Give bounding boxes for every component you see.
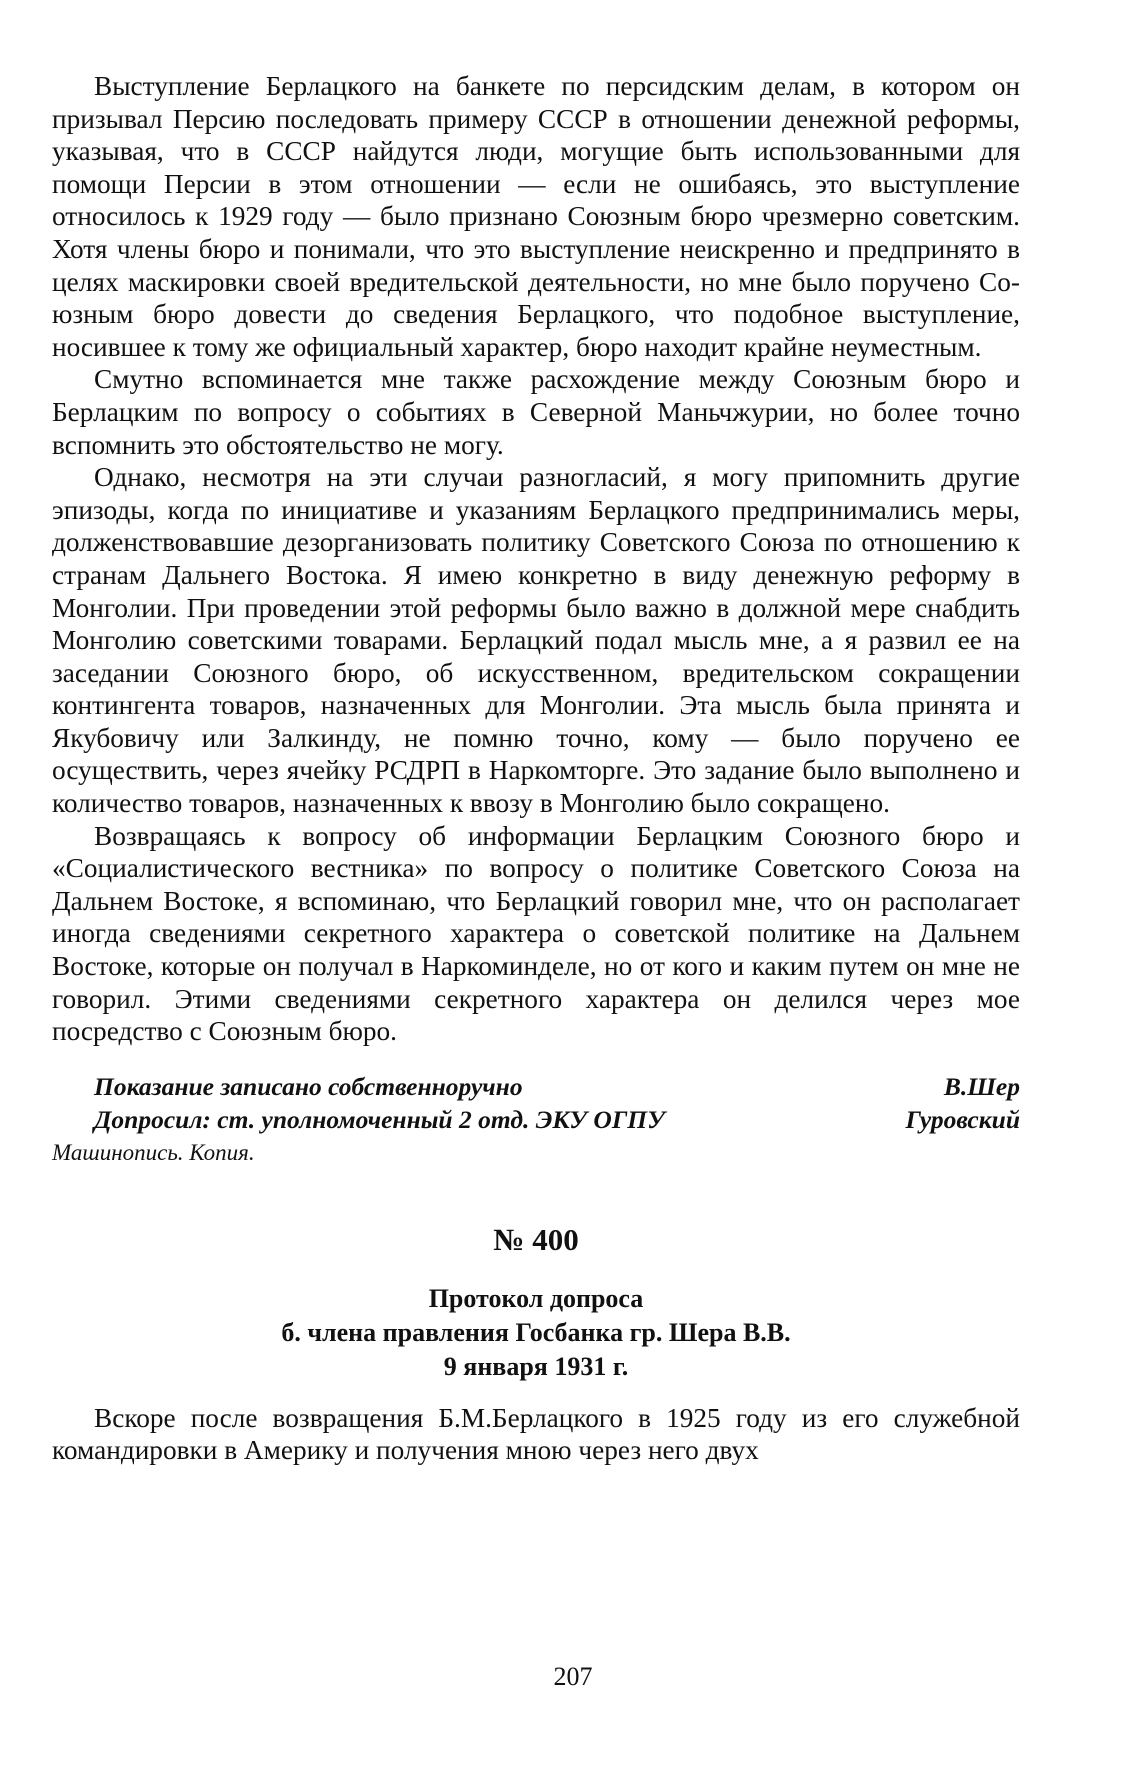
interrogator-label: Допросил: ст. уполномоченный 2 отд. ЭКУ ОГПУ [94,1104,665,1134]
document-number: № 400 [493,1221,579,1257]
paragraph-4: Возвращаясь к вопросу об информации Берлацким Союзного бюро и «Социалистического вестника» по вопросу о политике Советского Союза на Дальнем Востоке, я вспоминаю, что Берлацкий говорил мне, что он располагает иногда сведениями секретного характера о советской политике на Дальнем Востоке, которые он получал в Наркоминделе, но от кого и каким путем он мне не говорил. Этими сведениями секретного характера он делился через мое посредство с Союзным бюро. [52,820,1020,1047]
page-content [52,70,1020,1467]
document-subtitle: б. члена правления Госбанка гр. Шера В.В. [281,1317,791,1347]
signature-block [52,1070,1020,1136]
paragraph-2: Смутно вспоминается мне также расхождение между Союзным бюро и Берлацким по вопросу о событиях в Северной Маньчжурии, но более точно вспомнить это обстоятельство не могу. [52,364,1020,460]
signature-line-2 [52,1103,1020,1136]
signature-line-1 [52,1070,1020,1103]
paragraph-next: Вскоре после возвращения Б.М.Берлацкого в 1925 году из его служебной командировки в Америку и получения мною через него двух [52,1402,1020,1466]
interrogator-name: Гуровский [905,1104,1020,1134]
document-date: 9 января 1931 г. [443,1351,629,1381]
paragraph-3: Однако, несмотря на эти случаи разногласий, я могу припомнить другие эпизоды, когда по инициативе и указаниям Берлацкого предпринимались меры, долженствовавшие дезорганизовать политику Советского Союза по отношению к странам Дальнего Востока. Я имею конкретно в виду денежную реформу в Монголии. При проведении этой реформы было важно в должной мере снабдить Монголию советскими товарами. Берлацкий подал мысль мне, а я развил ее на заседании Союзного бюро, об искусственном, вредительском сокращении контингента товаров, назначенных для Монголии. Эта мысль была принята и Якубовичу или Залкинду, не помню точно, кому — было поручено ее осуществить, через ячейку РСДРП в Наркомторге. Это задание было выполнено и количество товаров, назначенных к ввозу в Монголию было сокращено. [52,462,1020,819]
document-heading [52,1282,1020,1384]
page-number: 207 [553,1662,593,1691]
testimony-recorded-label: Показание записано собственноручно [94,1071,523,1101]
document-title: Протокол допроса [428,1283,644,1313]
witness-name: В.Шер [943,1071,1020,1101]
archival-note: Машинопись. Копия. [52,1139,255,1165]
paragraph-1: Выступление Берлацкого на банкете по персидским делам, в котором он призывал Персию последовать примеру СССР в отношении денежной реформы, указывая, что в СССР найдутся люди, могущие быть использованными для помощи Персии в этом отношении — если не ошибаясь, это выступление относилось к 1929 году — было признано Союзным бюро чрезмерно советским. Хотя члены бюро и понимали, что это выступление неискренно и предпринято в целях маскировки своей вредительской деятельности, но мне было поручено Союзным бюро довести до сведения Берлацкого, что подобное выступление, носившее к тому же официальный характер, бюро находит крайне неуместным. [52,71,1020,362]
